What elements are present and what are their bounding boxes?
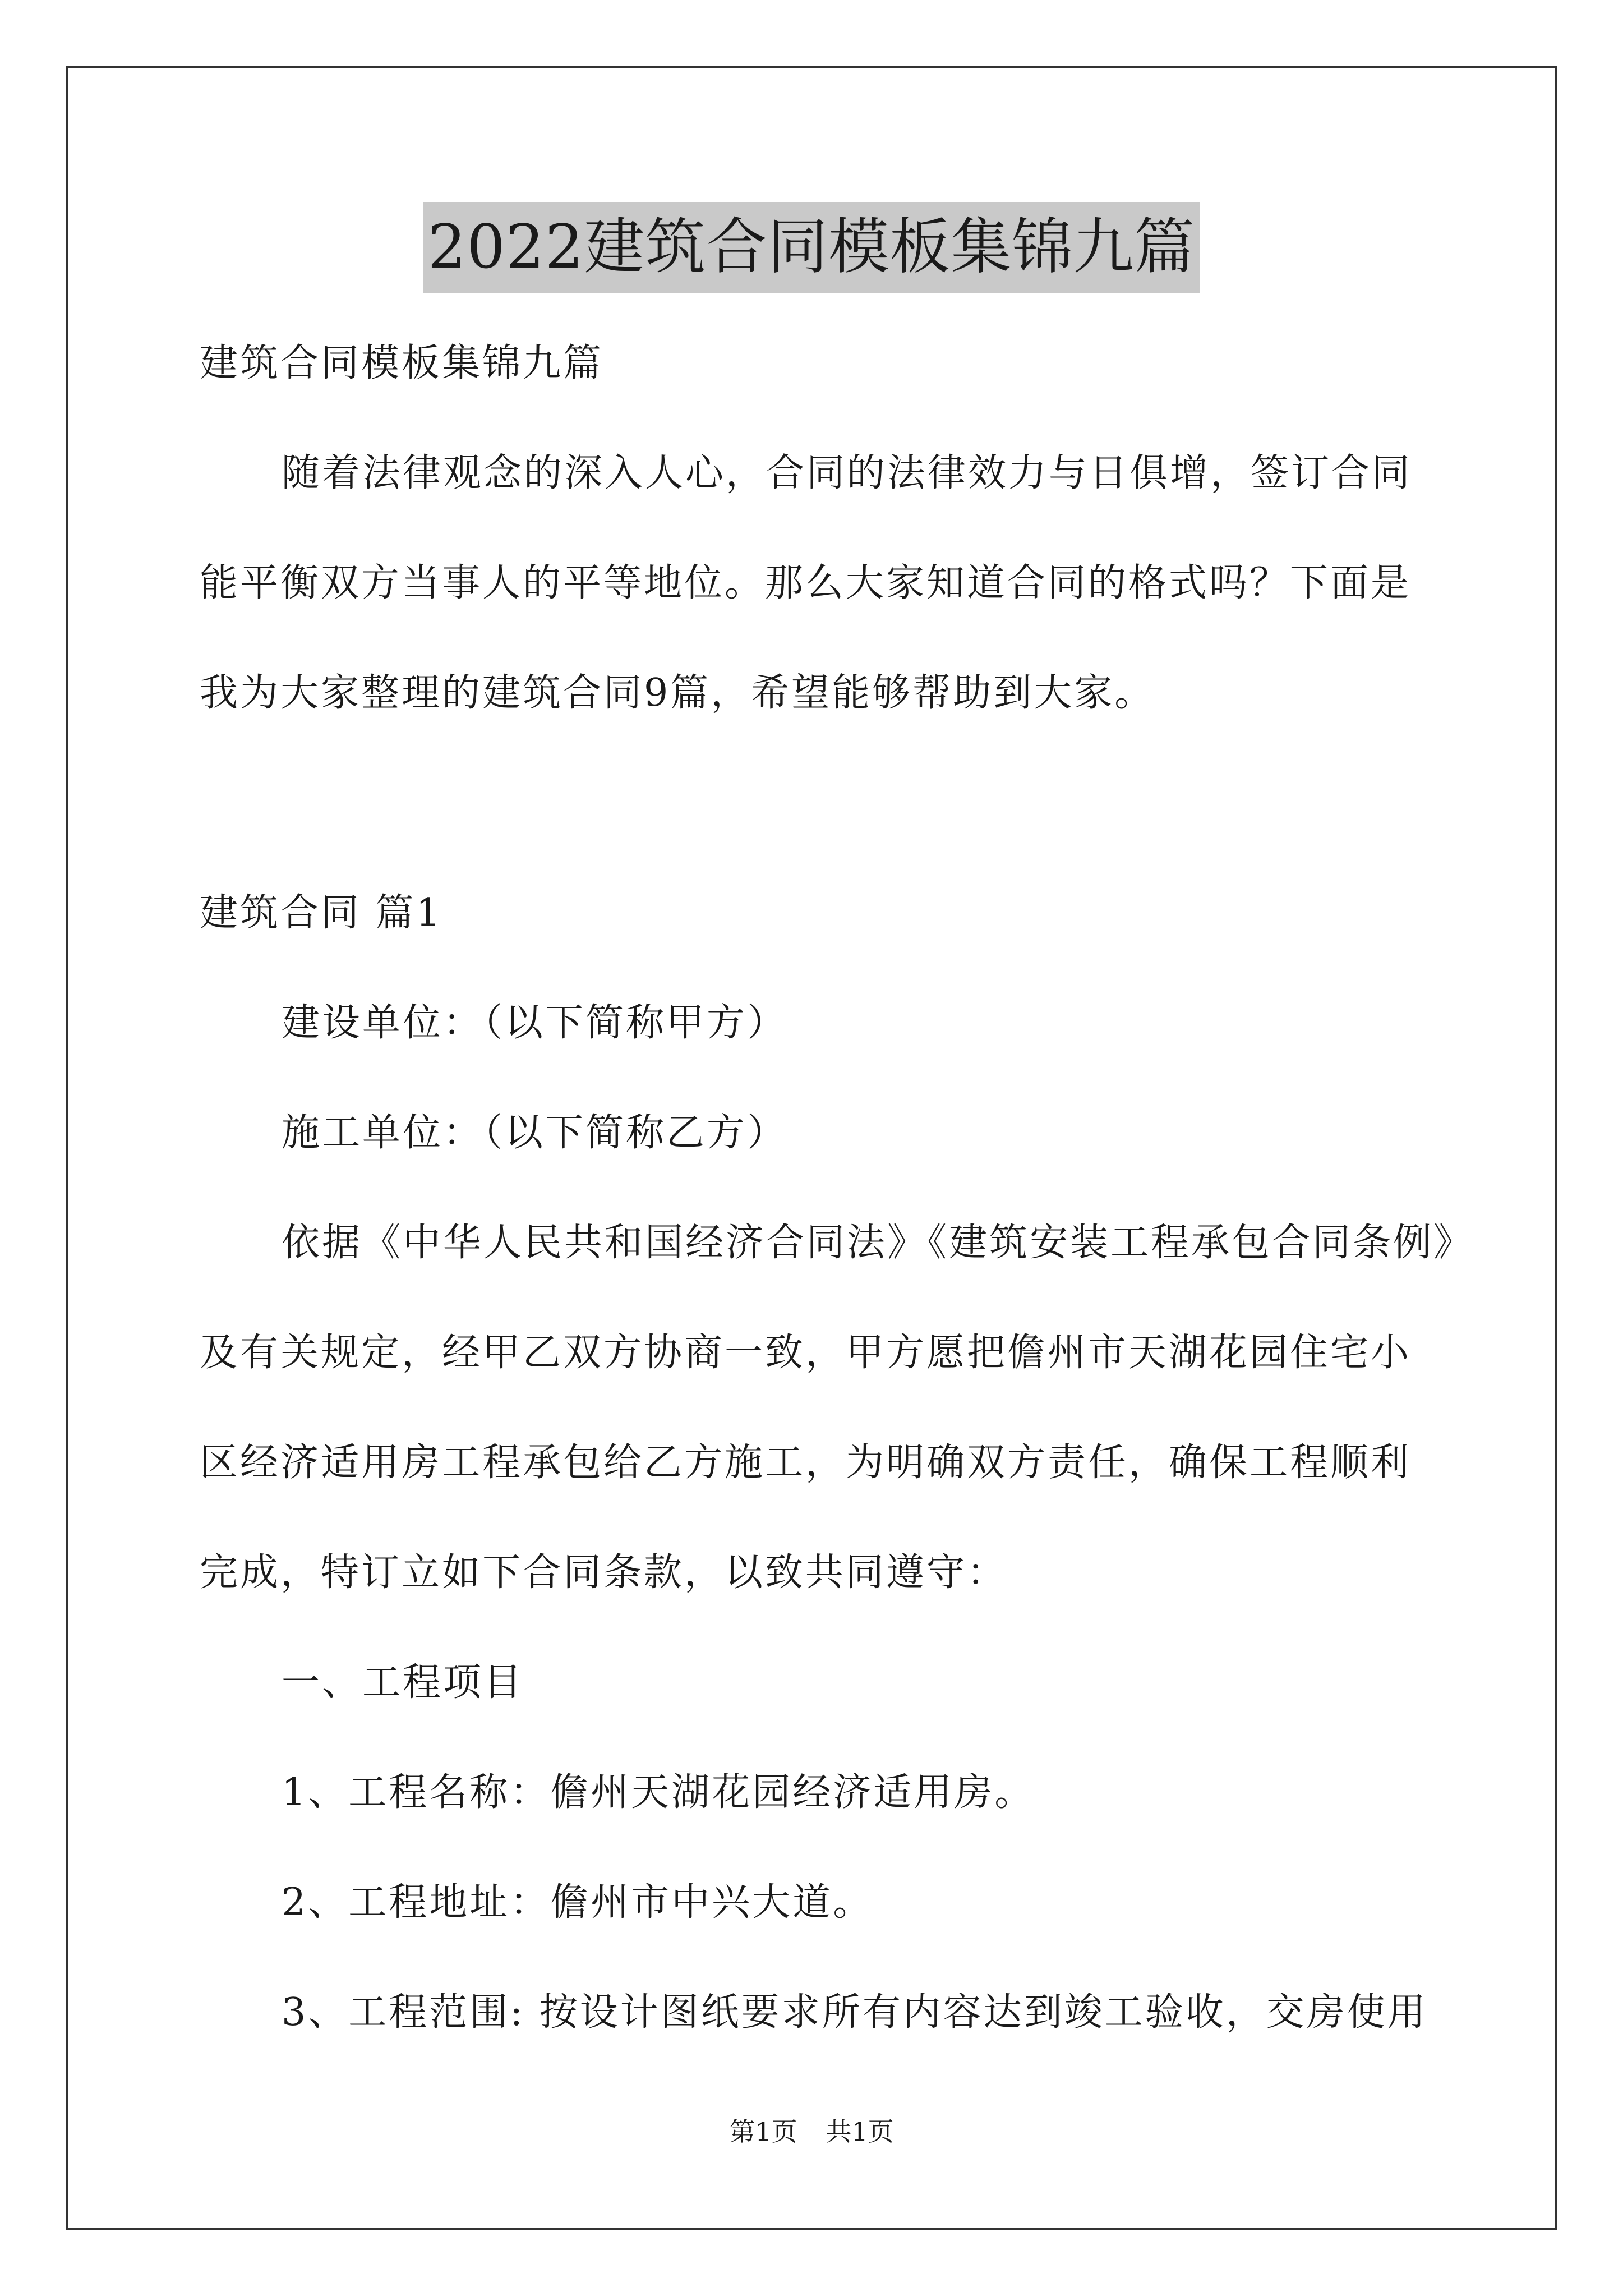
page-number-current: 第1页 <box>729 2116 797 2147</box>
document-title: 2022建筑合同模板集锦九篇 <box>423 202 1200 293</box>
basis-line-4: 完成，特订立如下合同条款，以致共同遵守： <box>200 1550 1008 1595</box>
title-container <box>0 202 1623 293</box>
intro-line-2: 能平衡双方当事人的平等地位。那么大家知道合同的格式吗？下面是 <box>200 561 1412 605</box>
basis-line-1: 依据《中华人民共和国经济合同法》《建筑安装工程承包合同条例》 <box>282 1221 1474 1265</box>
party-a-line: 建设单位：（以下简称甲方） <box>282 1001 788 1045</box>
basis-line-3: 区经济适用房工程承包给乙方施工，为明确双方责任，确保工程顺利 <box>200 1441 1412 1485</box>
page-footer <box>0 2115 1623 2148</box>
item-3: 3、工程范围: 按设计图纸要求所有内容达到竣工验收，交房使用 <box>282 1990 1428 2035</box>
clause-1-heading: 一、工程项目 <box>282 1660 524 1705</box>
intro-line-3: 我为大家整理的建筑合同9篇，希望能够帮助到大家。 <box>200 671 1155 715</box>
party-b-line: 施工单位：（以下简称乙方） <box>282 1111 788 1155</box>
paragraph-gap <box>200 748 1439 858</box>
document-body <box>200 309 1474 2068</box>
item-1: 1、工程名称：儋州天湖花园经济适用房。 <box>282 1770 1035 1815</box>
basis-line-2: 及有关规定，经甲乙双方协商一致，甲方愿把儋州市天湖花园住宅小 <box>200 1331 1412 1375</box>
document-subtitle: 建筑合同模板集锦九篇 <box>200 341 604 385</box>
section-heading: 建筑合同 篇1 <box>200 891 442 935</box>
page-number-total: 共1页 <box>826 2116 894 2147</box>
intro-line-1: 随着法律观念的深入人心，合同的法律效力与日俱增，签订合同 <box>282 451 1413 495</box>
item-2: 2、工程地址：儋州市中兴大道。 <box>282 1880 874 1925</box>
